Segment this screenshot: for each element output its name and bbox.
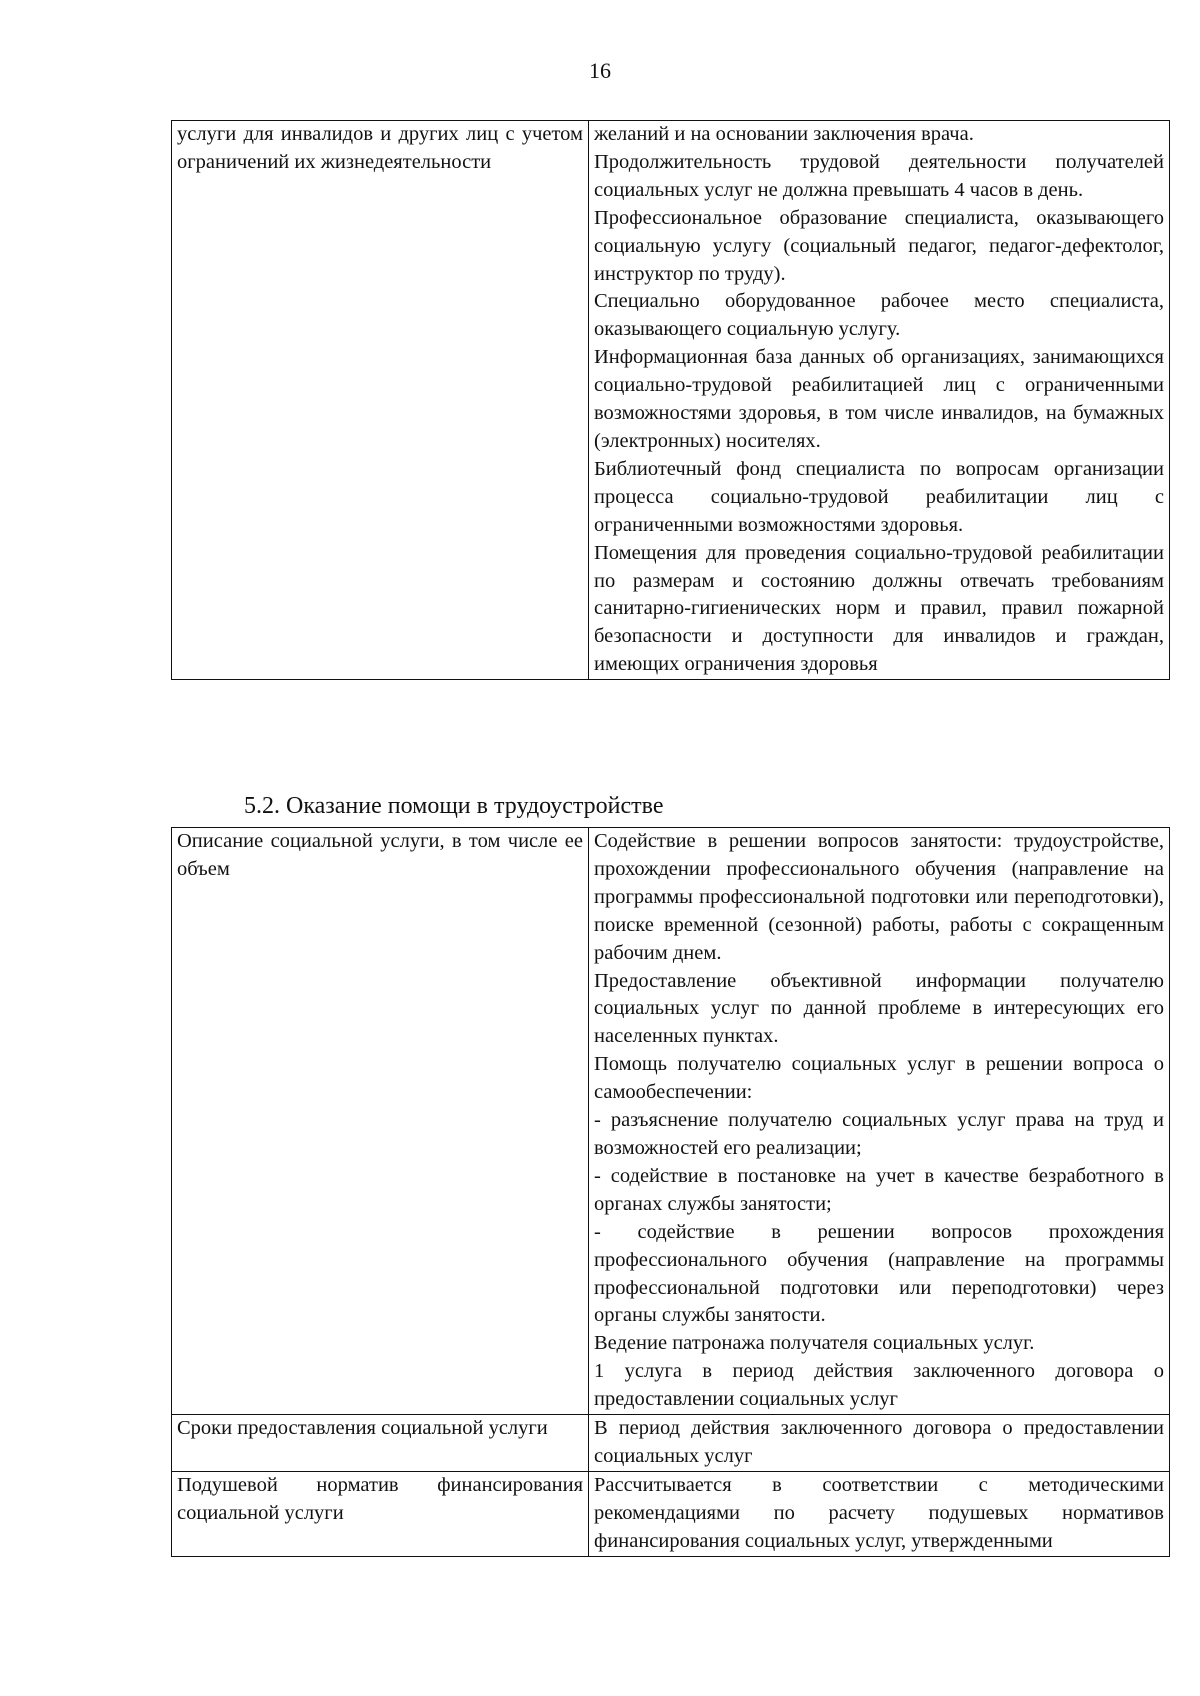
row-label: Сроки предоставления социальной услуги [177, 1417, 548, 1440]
row-label-cell [172, 121, 589, 680]
row-content-cell [589, 1471, 1170, 1556]
paragraph: Помещения для проведения социально-трудовой реабилитации по размерам и состоянию должны отвечать требованиям санитарно-гигиенических норм и правил, правил пожарной безопасности и доступности для инвалидов и граждан, имеющих ограничения здоровья [594, 541, 1164, 676]
paragraph: Библиотечный фонд специалиста по вопросам организации процесса социально-трудовой реабилитации лиц с ограниченными возможностями здоровья. [594, 457, 1164, 536]
table-row [172, 1415, 1170, 1472]
row-label-cell [172, 828, 589, 1415]
paragraph: Информационная база данных об организациях, занимающихся социально-трудовой реабилитацией лиц с ограниченными возможностями здоровья, в том числе инвалидов, на бумажных (электронных) носителях. [594, 346, 1164, 452]
row-content-cell [589, 1415, 1170, 1472]
paragraph: Продолжительность трудовой деятельности получателей социальных услуг не должна превышать 4 часов в день. [594, 150, 1164, 201]
table-row [172, 121, 1170, 680]
paragraph: В период действия заключенного договора о предоставлении социальных услуг [594, 1417, 1164, 1467]
paragraph: Профессиональное образование специалиста, оказывающего социальную услугу (социальный педагог, педагог-дефектолог, инструктор по труду). [594, 206, 1164, 285]
row-label-cell [172, 1415, 589, 1472]
paragraph: 1 услуга в период действия заключенного договора о предоставлении социальных услуг [594, 1360, 1164, 1411]
row-content-cell [589, 121, 1170, 680]
paragraph: желаний и на основании заключения врача. [594, 123, 974, 145]
row-label-cell [172, 1471, 589, 1556]
paragraph: - разъяснение получателю социальных услуг права на труд и возможностей его реализации; [594, 1109, 1164, 1159]
row-content-cell [589, 828, 1170, 1415]
row-label: Подушевой норматив финансирования социальной услуги [177, 1473, 583, 1524]
table-row [172, 1471, 1170, 1556]
paragraph: Предоставление объективной информации получателю социальных услуг по данной проблеме в интересующих его населенных пунктах. [594, 969, 1164, 1048]
requirements-table-continued [171, 120, 1170, 680]
row-label: Описание социальной услуги, в том числе ее объем [177, 830, 583, 880]
paragraph: Ведение патронажа получателя социальных услуг. [594, 1332, 1035, 1355]
service-table [171, 827, 1170, 1557]
paragraph: Помощь получателю социальных услуг в решении вопроса о самообеспечении: [594, 1053, 1164, 1104]
paragraph: Содействие в решении вопросов занятости: трудоустройстве, прохождении профессионального обучения (направление на программы профессиональной подготовки или переподготовки), поиске временной (сезонной) работы, работы с сокращенным рабочим днем. [594, 830, 1164, 964]
section-heading: 5.2. Оказание помощи в трудоустройстве [244, 793, 664, 819]
page-number: 16 [589, 58, 611, 83]
paragraph: Специально оборудованное рабочее место специалиста, оказывающего социальную услугу. [594, 290, 1164, 341]
table-row [172, 828, 1170, 1415]
paragraph: Рассчитывается в соответствии с методическими рекомендациями по расчету подушевых нормативов финансирования социальных услуг, утвержденными [594, 1473, 1164, 1552]
row-label: услуги для инвалидов и других лиц с учетом ограничений их жизнедеятельности [177, 123, 583, 173]
paragraph: - содействие в постановке на учет в качестве безработного в органах службы занятости; [594, 1164, 1164, 1215]
paragraph: - содействие в решении вопросов прохождения профессионального обучения (направление на программы профессиональной подготовки или переподготовки) через органы службы занятости. [594, 1220, 1164, 1327]
